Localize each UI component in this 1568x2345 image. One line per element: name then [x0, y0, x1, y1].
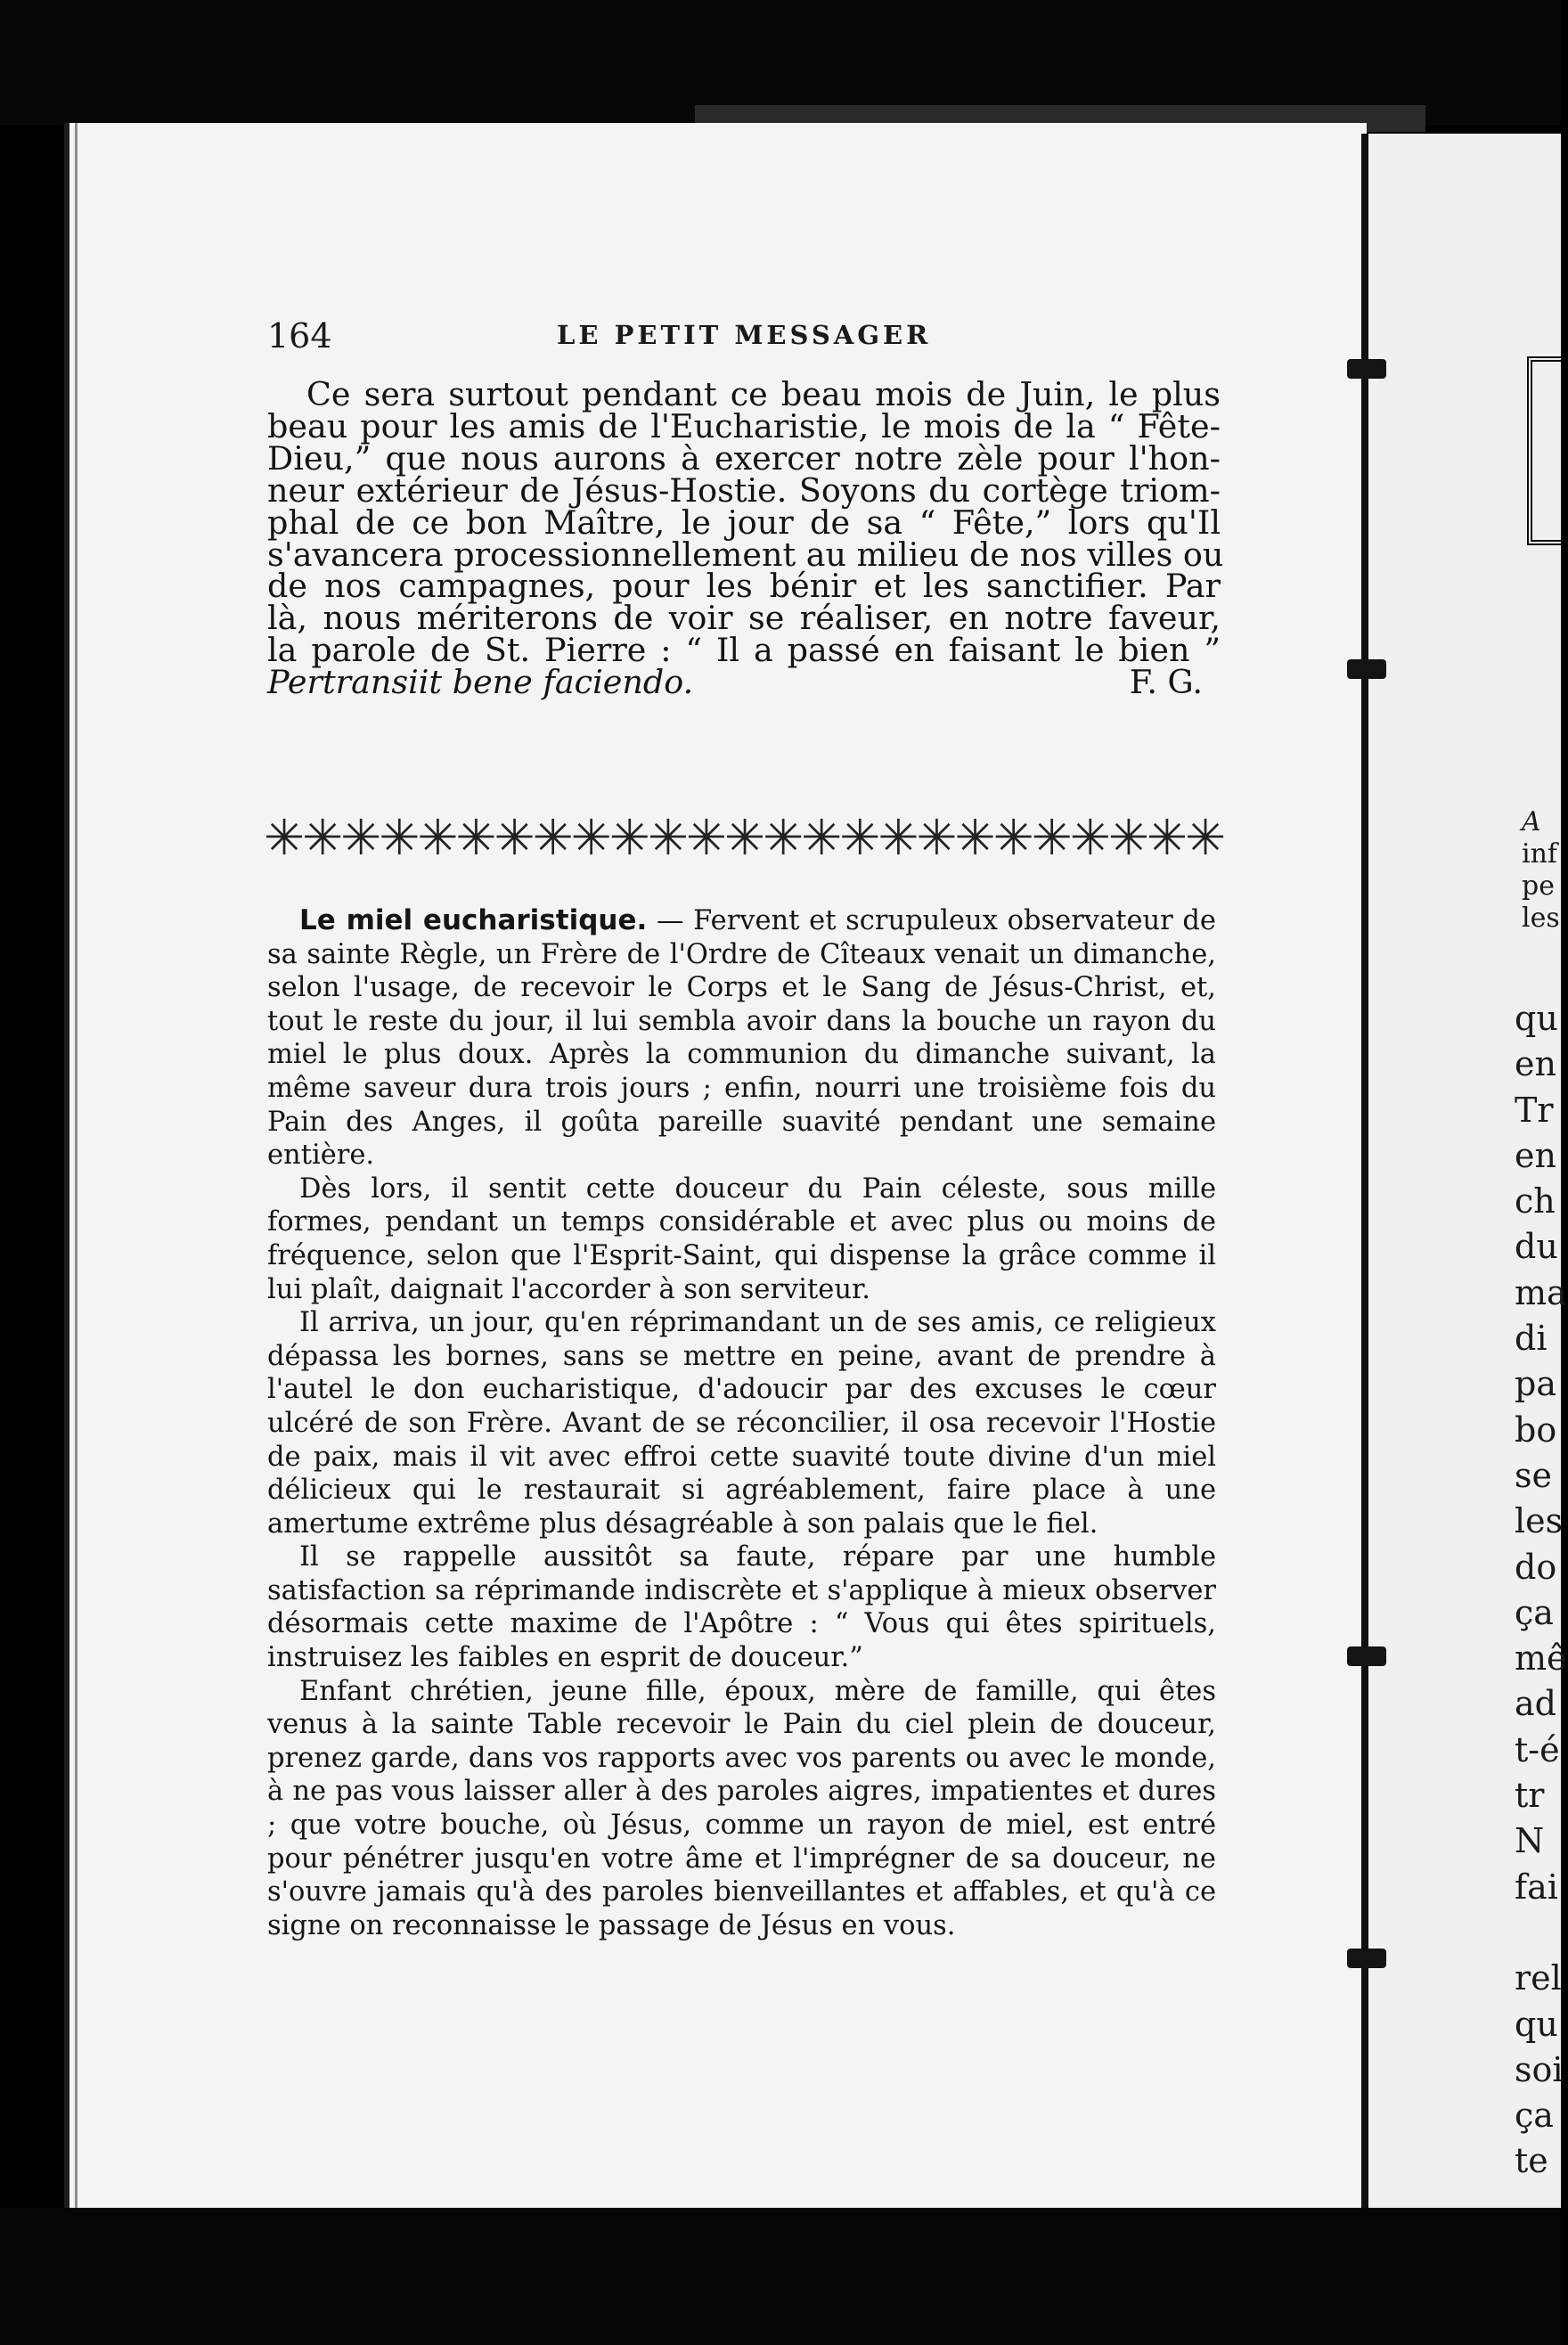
text-line: là, nous mériterons de voir se réaliser, en notre faveur, — [267, 599, 1221, 638]
text-line: de nos campagnes, pour les bénir et les sanctifier. Par — [267, 567, 1221, 606]
fragment: Tr — [1515, 1090, 1554, 1130]
fragment: di — [1515, 1319, 1548, 1359]
closing-line — [267, 663, 1221, 702]
fragment: bo — [1515, 1409, 1557, 1450]
binding-clip — [1347, 1646, 1386, 1666]
fragment: ma — [1515, 1272, 1567, 1312]
article-paragraph: Enfant chrétien, jeune fille, époux, mère de famille, qui êtes venus à la sainte Table recevoir le Pain du ciel plein de douceur, prenez garde, dans vos rapports avec vos parents ou avec le monde, à ne pas vous laisser aller à des paroles aigres, impatientes et dures ; que votre bouche, où Jésus, comme un rayon de miel, est entré pour pénétrer jusqu'en votre âme et l'imprégner de sa douceur, ne s'ouvre jamais qu'à des paroles bienveillantes et affables, et qu'à ce signe on reconnaisse le passage de Jésus en vous. — [267, 1675, 1216, 1941]
text-line: neur extérieur de Jésus-Hostie. Soyons du cortège triom- — [267, 470, 1221, 510]
book-binding — [1361, 134, 1368, 2210]
fragment: pa — [1515, 1364, 1556, 1404]
article-paragraph: Dès lors, il sentit cette douceur du Pain céleste, sous mille formes, pendant un temps considérable et avec plus ou moins de fréquence, selon que l'Esprit-Saint, qui dispense la grâce comme il lui plaît, daignait l'accorder à son serviteur. — [267, 1172, 1216, 1305]
article-paragraph — [267, 904, 1216, 1172]
fragment: N — [1515, 1821, 1545, 1861]
page-number: 164 — [267, 316, 332, 355]
fragment: ça — [1515, 1592, 1554, 1632]
fragment: ch — [1515, 1181, 1556, 1222]
article-paragraph: Il arriva, un jour, qu'en réprimandant un de ses amis, ce religieux dépassa les bornes, sans se mettre en peine, avant de prendre à l'autel le don eucharistique, d'adoucir par des excuses le cœur ulcéré de son Frère. Avant de se réconcilier, il osa recevoir l'Hostie de paix, mais il vit avec effroi cette suavité toute divine d'un miel délicieux qui le restaurait si agréablement, faire place à une amertume extrême plus désagréable à son palais que le fiel. — [267, 1307, 1216, 1540]
fragment: tr — [1515, 1776, 1545, 1816]
text-line: Dieu,” que nous aurons à exercer notre zèle pour l'hon- — [267, 438, 1221, 478]
fragment: soi — [1515, 2049, 1564, 2089]
fragment: fai — [1515, 1867, 1558, 1907]
latin-quote: Pertransiit bene faciendo. — [267, 663, 694, 702]
article-paragraph-text: — Fervent et scrupuleux observateur de sa sainte Règle, un Frère de l'Ordre de Cîteaux venait un dimanche, selon l'usage, de recevoir le Corps et le Sang de Jésus-Christ, et, tout le reste du jour, il lui sembla avoir dans la bouche un rayon du miel le plus doux. Après la communion du dimanche suivant, la même saveur dura trois jours ; enfin, nourri une troisième fois du Pain des Anges, il goûta pareille suavité pendant une semaine entière. — [267, 905, 1216, 1172]
right-page-heading-fragment — [1522, 806, 1560, 935]
binding-clip — [1347, 1949, 1386, 1968]
running-head — [267, 316, 1247, 361]
scan-bottom-border — [0, 2208, 1561, 2345]
fragment: qu — [1515, 999, 1558, 1038]
right-page-text-fragments — [1515, 996, 1568, 2185]
fragment: se — [1515, 1455, 1552, 1495]
fragment: t-é — [1515, 1729, 1560, 1769]
text-line: la parole de St. Pierre : “ Il a passé en faisant le bien ” — [267, 631, 1221, 670]
binding-clip — [1347, 359, 1386, 379]
fragment: pe — [1522, 870, 1555, 902]
article-paragraph: Il se rappelle aussitôt sa faute, répare par une humble satisfaction sa réprimande indiscrète et s'applique à mieux observer désormais cette maxime de l'Apôtre : “ Vous qui êtes spirituels, instruisez les faibles en esprit de douceur.” — [267, 1541, 1216, 1674]
fragment: rel — [1515, 1958, 1562, 1998]
article-body — [267, 904, 1216, 1942]
fragment: en — [1515, 1044, 1556, 1084]
author-signature: F. G. — [1129, 663, 1203, 702]
fragment: ça — [1515, 2096, 1554, 2136]
fragment: inf — [1522, 838, 1558, 870]
fragment: les — [1522, 903, 1560, 934]
fragment: du — [1515, 1227, 1558, 1267]
fragment: les — [1515, 1501, 1564, 1541]
fragment: do — [1515, 1547, 1557, 1587]
opening-paragraph — [267, 375, 1224, 702]
running-title: LE PETIT MESSAGER — [557, 320, 932, 350]
fragment: en — [1515, 1135, 1556, 1175]
binding-clip — [1347, 659, 1386, 679]
right-page-frame-ornament — [1527, 356, 1561, 545]
text-line: s'avancera processionnellement au milieu de nos villes ou — [267, 535, 1224, 574]
article-title: Le miel eucharistique. — [299, 904, 648, 936]
fragment: mê — [1515, 1638, 1567, 1679]
fragment: ad — [1515, 1684, 1556, 1724]
text-line: beau pour les amis de l'Eucharistie, le mois de la “ Fête- — [267, 406, 1221, 445]
fragment: qu — [1515, 2004, 1558, 2044]
fragment — [1515, 1910, 1568, 1956]
fragment: te — [1515, 2141, 1548, 2181]
text-line: phal de ce bon Maître, le jour de sa “ Fête,” lors qu'Il — [267, 502, 1221, 542]
ornamental-divider: ✳✳✳✳✳✳✳✳✳✳✳✳✳✳✳✳✳✳✳✳✳✳✳✳✳ — [264, 809, 1224, 866]
text-line: Ce sera surtout pendant ce beau mois de Juin, le plus — [306, 375, 1221, 413]
fragment: A — [1522, 806, 1541, 838]
